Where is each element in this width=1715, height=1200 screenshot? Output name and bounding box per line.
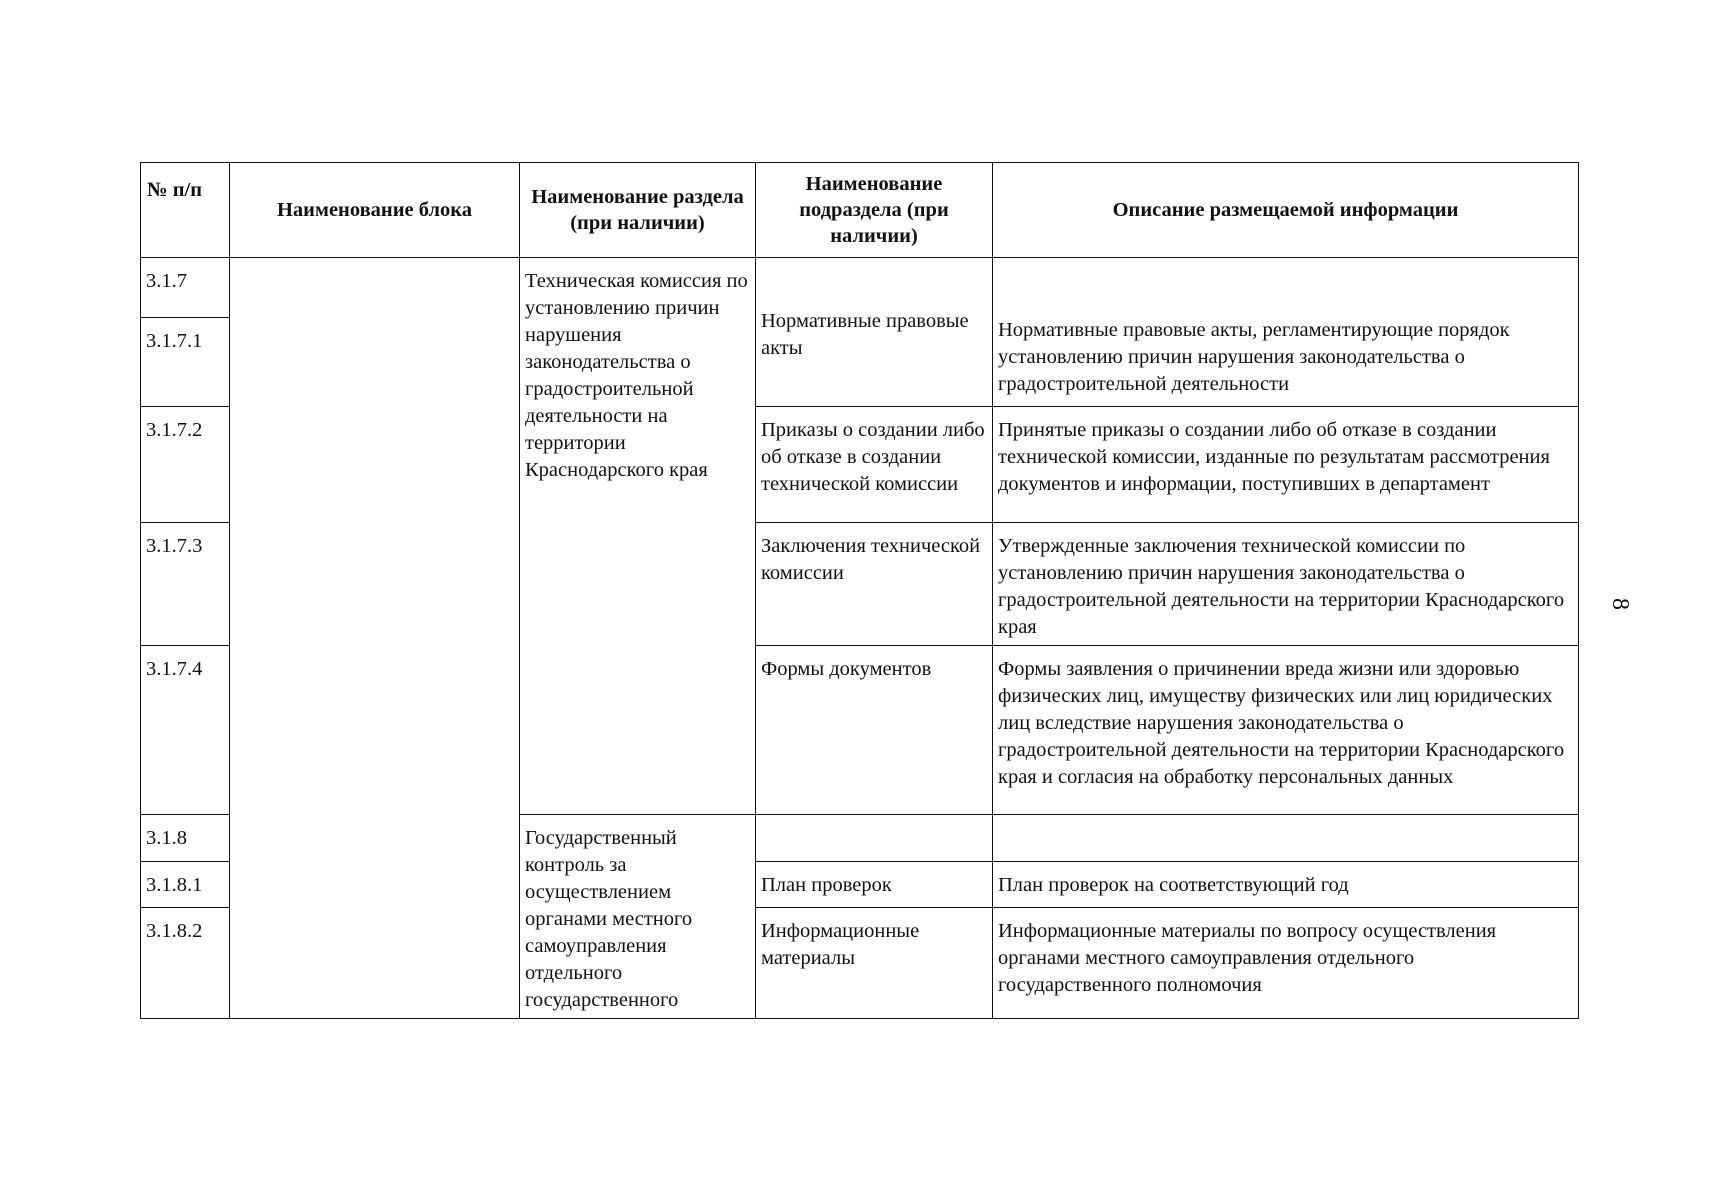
row-num: 3.1.7.3 [141, 523, 230, 646]
row-num: 3.1.8.2 [141, 908, 230, 1019]
row-num: 3.1.8 [141, 815, 230, 862]
row-description: Нормативные правовые акты, регламентирующие порядок установлению причин нарушения законодательства о градостроительной деятельности [993, 258, 1579, 407]
row-num: 3.1.7.1 [141, 318, 230, 407]
header-subsection: Наименование подраздела (при наличии) [756, 163, 993, 258]
row-num: 3.1.8.1 [141, 861, 230, 908]
block-name-cell [230, 258, 520, 1019]
row-description [993, 815, 1579, 862]
row-num: 3.1.7.2 [141, 407, 230, 523]
row-description: План проверок на соответствующий год [993, 861, 1579, 908]
header-section: Наименование раздела (при наличии) [520, 163, 756, 258]
section-cell: Техническая комиссия по установлению причин нарушения законодательства о градостроительной деятельности на территории Краснодарского края [520, 258, 756, 815]
header-description: Описание размещаемой информации [993, 163, 1579, 258]
row-subsection [756, 815, 993, 862]
table-row [141, 258, 1579, 318]
section-cell: Государственный контроль за осуществлением органами местного самоуправления отдельного государственного [520, 815, 756, 1019]
row-description: Утвержденные заключения технической комиссии по установлению причин нарушения законодательства о градостроительной деятельности на территории Краснодарского края [993, 523, 1579, 646]
row-subsection: Приказы о создании либо об отказе в создании технической комиссии [756, 407, 993, 523]
row-subsection: Нормативные правовые акты [756, 258, 993, 407]
row-description: Принятые приказы о создании либо об отказе в создании технической комиссии, изданные по результатам рассмотрения документов и информации, поступивших в департамент [993, 407, 1579, 523]
content-table [140, 162, 1579, 1019]
page-number: 8 [1607, 598, 1633, 610]
row-subsection: План проверок [756, 861, 993, 908]
row-description: Информационные материалы по вопросу осуществления органами местного самоуправления отдельного государственного полномочия [993, 908, 1579, 1019]
row-description: Формы заявления о причинении вреда жизни или здоровью физических лиц, имуществу физических или лиц юридических лиц вследствие нарушения законодательства о градостроительной деятельности на территории Краснодарского края и согласия на обработку персональных данных [993, 646, 1579, 815]
row-subsection: Формы документов [756, 646, 993, 815]
header-num: № п/п [141, 163, 230, 258]
header-block: Наименование блока [230, 163, 520, 258]
row-num: 3.1.7 [141, 258, 230, 318]
row-num: 3.1.7.4 [141, 646, 230, 815]
table-header-row [141, 163, 1579, 258]
row-subsection: Заключения технической комиссии [756, 523, 993, 646]
row-subsection: Информационные материалы [756, 908, 993, 1019]
